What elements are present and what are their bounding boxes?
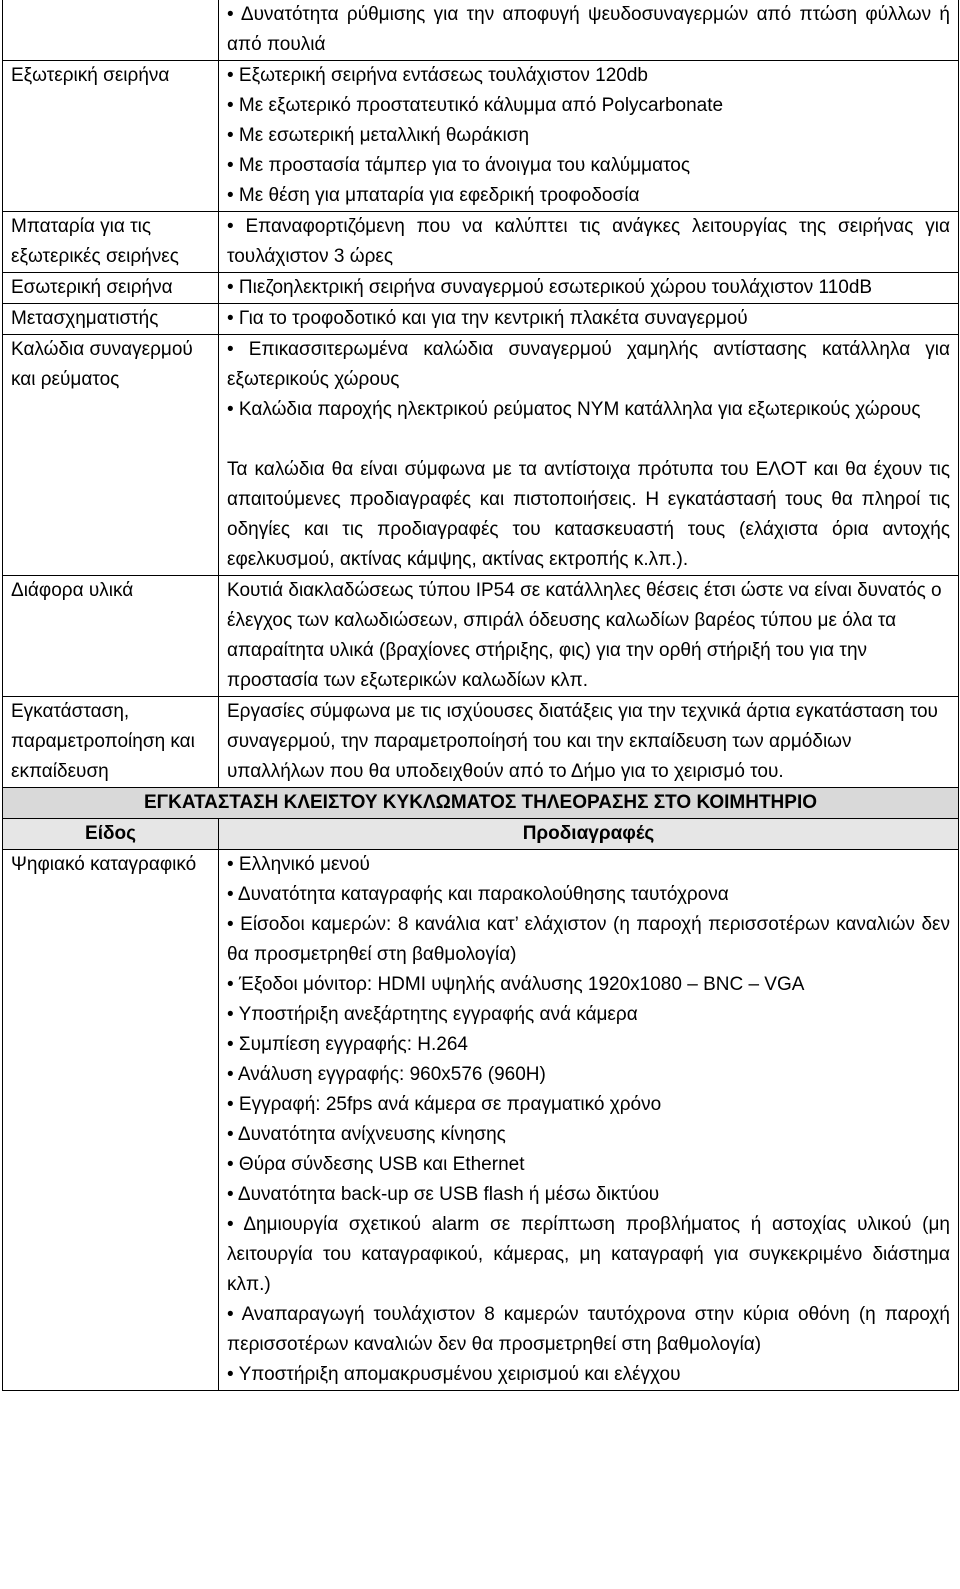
- item-specs: [219, 61, 959, 212]
- spec-line: • Επαναφορτιζόμενη που να καλύπτει τις ανάγκες λειτουργίας της σειρήνας για τουλάχιστον 3 ώρες: [227, 216, 950, 267]
- item-specs: [219, 273, 959, 304]
- spec-line: • Εξωτερική σειρήνα εντάσεως τουλάχιστον 120db: [227, 65, 648, 86]
- item-name: Εσωτερική σειρήνα: [3, 273, 219, 304]
- table-row: [3, 273, 959, 304]
- spec-line: Κουτιά διακλαδώσεως τύπου IP54 σε κατάλληλες θέσεις έτσι ώστε να είναι δυνατός ο έλεγχος των καλωδιώσεων, σπιράλ όδευσης καλωδίων βαρέος τύπου με όλα τα απαραίτητα υλικά (βραχίονες στήριξης, φις) για την ορθή στήριξή του για την προστασία των εξωτερικών καλωδίων κλπ.: [227, 580, 942, 691]
- table-row: [3, 697, 959, 788]
- spec-line: • Αναπαραγωγή τουλάχιστον 8 καμερών ταυτόχρονα στην κύρια οθόνη (η παροχή περισσοτέρων καναλιών δεν θα προσμετρηθεί στη βαθμολογία): [227, 1304, 950, 1355]
- spec-line: • Καλώδια παροχής ηλεκτρικού ρεύματος NYM κατάλληλα για εξωτερικούς χώρους: [227, 399, 921, 420]
- specifications-table: [2, 0, 959, 1391]
- spec-line: • Για το τροφοδοτικό και για την κεντρική πλακέτα συναγερμού: [227, 308, 748, 329]
- item-name: Καλώδια συναγερμού και ρεύματος: [3, 335, 219, 576]
- spec-line: • Έξοδοι μόνιτορ: HDMI υψηλής ανάλυσης 1920x1080 – BNC – VGA: [227, 974, 805, 995]
- item-name: Εγκατάσταση, παραμετροποίηση και εκπαίδευση: [3, 697, 219, 788]
- item-specs: [219, 304, 959, 335]
- section-title: ΕΓΚΑΤΑΣΤΑΣΗ ΚΛΕΙΣΤΟΥ ΚΥΚΛΩΜΑΤΟΣ ΤΗΛΕΟΡΑΣΗΣ ΣΤΟ ΚΟΙΜΗΤΗΡΙΟ: [3, 788, 959, 819]
- spec-line: • Υποστήριξη απομακρυσμένου χειρισμού και ελέγχου: [227, 1364, 681, 1385]
- spec-line: • Συμπίεση εγγραφής: H.264: [227, 1034, 468, 1055]
- spec-line: • Με εσωτερική μεταλλική θωράκιση: [227, 125, 530, 146]
- spec-line: • Ελληνικό μενού: [227, 854, 370, 875]
- spec-line: • Με προστασία τάμπερ για το άνοιγμα του καλύμματος: [227, 155, 691, 176]
- table-row: [3, 0, 959, 61]
- item-specs: [219, 697, 959, 788]
- item-specs: [219, 576, 959, 697]
- table-row: [3, 61, 959, 212]
- spec-note: Τα καλώδια θα είναι σύμφωνα με τα αντίστοιχα πρότυπα του ΕΛΟΤ και θα έχουν τις απαιτούμενες προδιαγραφές και πιστοποιήσεις. Η εγκατάστασή τους θα πληροί τις οδηγίες και τις προδιαγραφές του κατασκευαστή τους (ελάχιστα όρια αντοχής εφελκυσμού, ακτίνας κάμψης, ακτίνας εκτροπής κ.λπ.).: [227, 459, 950, 570]
- table-row: [3, 335, 959, 576]
- item-specs: [219, 335, 959, 576]
- column-header-row: [3, 819, 959, 850]
- item-specs: [219, 0, 959, 61]
- item-specs: [219, 212, 959, 273]
- spec-line: • Υποστήριξη ανεξάρτητης εγγραφής ανά κάμερα: [227, 1004, 638, 1025]
- spec-line: • Με θέση για μπαταρία για εφεδρική τροφοδοσία: [227, 185, 640, 206]
- spec-line: • Θύρα σύνδεσης USB και Ethernet: [227, 1154, 525, 1175]
- table-row: [3, 212, 959, 273]
- spec-line: • Με εξωτερικό προστατευτικό κάλυμμα από Polycarbonate: [227, 95, 724, 116]
- spec-line: • Είσοδοι καμερών: 8 κανάλια κατ’ ελάχιστον (η παροχή περισσοτέρων καναλιών δεν θα προσμετρηθεί στη βαθμολογία): [227, 914, 950, 965]
- spec-line: • Δυνατότητα ανίχνευσης κίνησης: [227, 1124, 506, 1145]
- item-name: Μπαταρία για τις εξωτερικές σειρήνες: [3, 212, 219, 273]
- item-name: [3, 0, 219, 61]
- table-row: [3, 850, 959, 1391]
- item-name: Εξωτερική σειρήνα: [3, 61, 219, 212]
- table-row: [3, 576, 959, 697]
- blank-line: [227, 425, 950, 455]
- section-header-row: [3, 788, 959, 819]
- column-header-type: Είδος: [3, 819, 219, 850]
- spec-line: • Εγγραφή: 25fps ανά κάμερα σε πραγματικό χρόνο: [227, 1094, 662, 1115]
- table-row: [3, 304, 959, 335]
- spec-line: • Ανάλυση εγγραφής: 960x576 (960H): [227, 1064, 546, 1085]
- spec-line: Εργασίες σύμφωνα με τις ισχύουσες διατάξεις για την τεχνικά άρτια εγκατάσταση του συναγερμού, την παραμετροποίησή του και την εκπαίδευση των αρμόδιων υπαλλήλων που θα υποδειχθούν από το Δήμο για το χειρισμό του.: [227, 701, 938, 782]
- spec-line: • Δυνατότητα καταγραφής και παρακολούθησης ταυτόχρονα: [227, 884, 729, 905]
- item-specs: [219, 850, 959, 1391]
- spec-line: • Δυνατότητα back-up σε USB flash ή μέσω δικτύου: [227, 1184, 660, 1205]
- spec-line: • Επικασσιτερωμένα καλώδια συναγερμού χαμηλής αντίστασης κατάλληλα για εξωτερικούς χώρους: [227, 339, 950, 390]
- item-name: Μετασχηματιστής: [3, 304, 219, 335]
- column-header-specs: Προδιαγραφές: [219, 819, 959, 850]
- spec-line: • Πιεζοηλεκτρική σειρήνα συναγερμού εσωτερικού χώρου τουλάχιστον 110dB: [227, 277, 873, 298]
- item-name: Ψηφιακό καταγραφικό: [3, 850, 219, 1391]
- item-name: Διάφορα υλικά: [3, 576, 219, 697]
- spec-line: • Δημιουργία σχετικού alarm σε περίπτωση προβλήματος ή αστοχίας υλικού (μη λειτουργία του καταγραφικού, κάμερας, μη καταγραφή για συγκεκριμένο διάστημα κλπ.): [227, 1214, 950, 1295]
- spec-line: • Δυνατότητα ρύθμισης για την αποφυγή ψευδοσυναγερμών από πτώση φύλλων ή από πουλιά: [227, 4, 950, 55]
